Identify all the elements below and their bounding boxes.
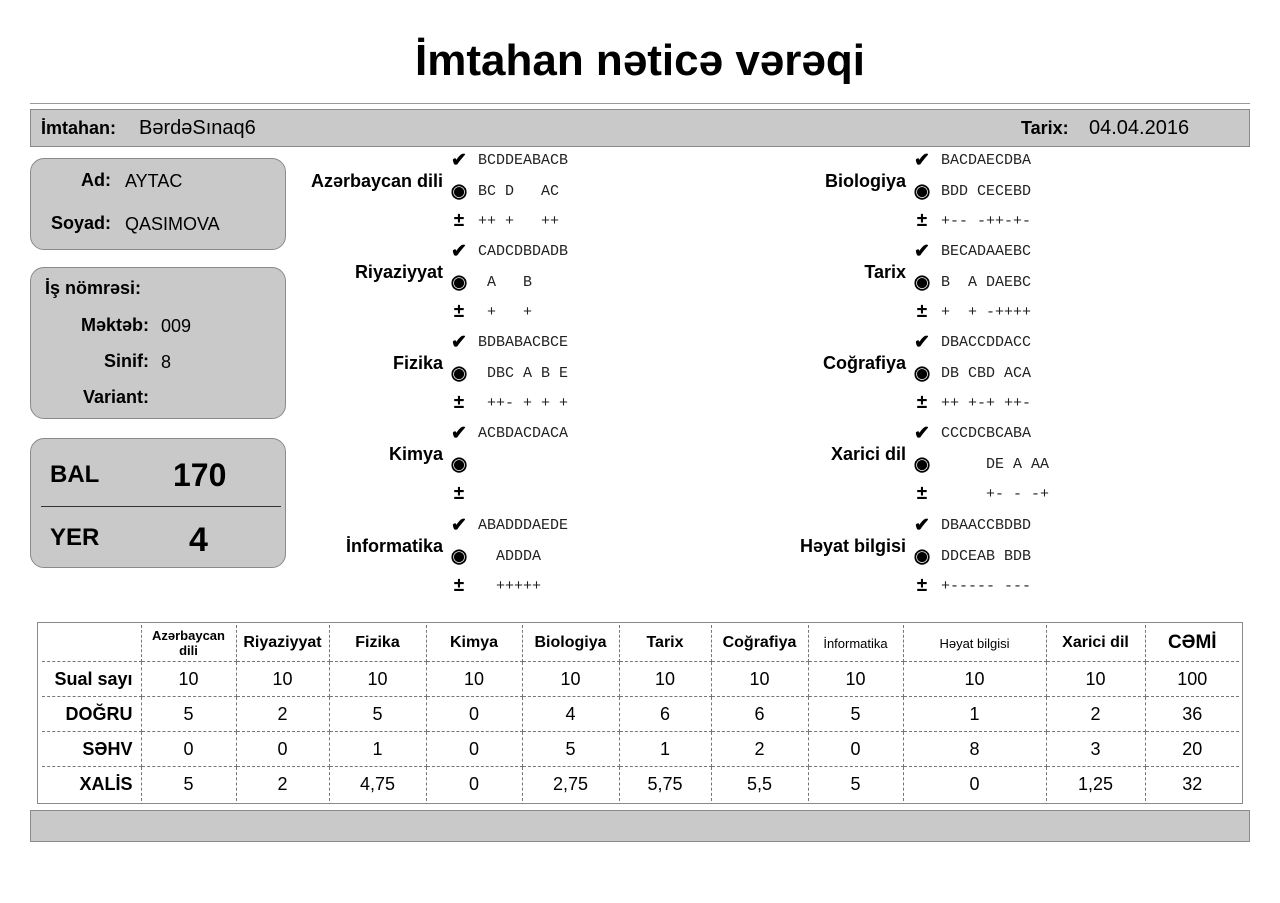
- subject-marks: ++ +-+ ++-: [941, 395, 1032, 412]
- plus-minus-icon: ±: [453, 301, 465, 322]
- exam-label: İmtahan:: [41, 118, 117, 138]
- subject-key: BCDDEABACB: [478, 152, 569, 169]
- row-label: Sual sayı: [42, 662, 141, 697]
- table-header-cell: CƏMİ: [1145, 625, 1239, 662]
- subject-answers: ADDDA: [478, 547, 542, 565]
- results-table: [42, 625, 1239, 801]
- check-icon: ✔: [451, 515, 467, 536]
- table-header-cell: İnformatika: [808, 625, 903, 662]
- subject-marks: +- - -+: [941, 486, 1050, 503]
- table-cell: 10: [426, 662, 522, 697]
- radio-dot-icon: ◉: [913, 545, 931, 567]
- subject-name: Riyaziyyat: [354, 262, 443, 282]
- subject-block: [143, 150, 569, 242]
- check-icon: ✔: [914, 150, 930, 171]
- subject-block: [606, 150, 1032, 242]
- table-header-cell: Xarici dil: [1046, 625, 1145, 662]
- table-cell: 0: [903, 767, 1046, 802]
- table-cell: 10: [236, 662, 329, 697]
- subject-block: [606, 515, 1032, 607]
- table-row: [42, 767, 1239, 802]
- table-cell: 5: [522, 732, 619, 767]
- subject-name: Biologiya: [824, 171, 906, 191]
- name-label: Ad:: [81, 170, 111, 190]
- plus-minus-icon: ±: [453, 575, 465, 596]
- subject-answers: B A DAEBC: [941, 273, 1032, 291]
- subject-block: [143, 332, 569, 424]
- table-cell: 2: [711, 732, 808, 767]
- page-title: İmtahan nəticə vərəqi: [415, 36, 865, 85]
- table-cell: 2: [1046, 697, 1145, 732]
- subject-name: Fizika: [392, 353, 443, 373]
- table-cell: 1: [329, 732, 426, 767]
- subject-answers: DBC A B E: [478, 364, 569, 382]
- radio-dot-icon: ◉: [450, 362, 468, 384]
- table-cell: 2: [236, 767, 329, 802]
- table-cell: 10: [522, 662, 619, 697]
- subject-marks: +++++: [478, 578, 542, 595]
- yer-label: YER: [50, 524, 100, 551]
- table-cell: 10: [1046, 662, 1145, 697]
- table-cell: 10: [619, 662, 711, 697]
- check-icon: ✔: [914, 241, 930, 262]
- table-cell: 5: [329, 697, 426, 732]
- subject-answers: BC D AC: [478, 182, 560, 200]
- table-cell: 3: [1046, 732, 1145, 767]
- bal-value: 170: [173, 457, 227, 493]
- subject-marks: + +: [478, 304, 533, 321]
- table-cell: 100: [1145, 662, 1239, 697]
- check-icon: ✔: [451, 241, 467, 262]
- subject-answers: BDD CECEBD: [941, 182, 1032, 200]
- table-cell: 0: [426, 767, 522, 802]
- table-cell: 0: [141, 732, 236, 767]
- subject-marks: +----- ---: [941, 578, 1032, 595]
- title-divider: [30, 103, 1250, 104]
- plus-minus-icon: ±: [916, 483, 928, 504]
- plus-minus-icon: ±: [453, 483, 465, 504]
- table-header-cell: Coğrafiya: [711, 625, 808, 662]
- subject-block: [143, 423, 569, 515]
- check-icon: ✔: [914, 423, 930, 444]
- table-header-cell: Biologiya: [522, 625, 619, 662]
- subject-name: Kimya: [388, 444, 443, 464]
- exam-name: BərdəSınaq6: [139, 117, 256, 139]
- table-header-cell: Azərbaycan dili: [141, 625, 236, 662]
- subject-block: [606, 241, 1032, 333]
- table-cell: 8: [903, 732, 1046, 767]
- table-row: [42, 662, 1239, 697]
- subject-marks: + + -++++: [941, 304, 1032, 321]
- table-header-cell: Fizika: [329, 625, 426, 662]
- bal-label: BAL: [50, 461, 100, 488]
- table-cell: 1: [903, 697, 1046, 732]
- table-cell: 0: [426, 697, 522, 732]
- table-cell: 1,25: [1046, 767, 1145, 802]
- subject-key: CCCDCBCABA: [941, 425, 1032, 442]
- radio-dot-icon: ◉: [450, 453, 468, 475]
- table-cell: 1: [619, 732, 711, 767]
- table-cell: 5,75: [619, 767, 711, 802]
- table-cell: 36: [1145, 697, 1239, 732]
- subject-marks: ++ + ++: [478, 213, 560, 230]
- student-name: AYTAC: [125, 171, 183, 191]
- row-label: DOĞRU: [42, 697, 141, 732]
- subject-key: DBACCDDACC: [941, 334, 1032, 351]
- plus-minus-icon: ±: [453, 392, 465, 413]
- subject-marks: ++- + + +: [478, 395, 569, 412]
- footer-bar: [30, 810, 1250, 842]
- plus-minus-icon: ±: [916, 392, 928, 413]
- subject-key: CADCDBDADB: [478, 243, 569, 260]
- work-number-label: İş nömrəsi:: [45, 278, 142, 298]
- table-cell: 10: [808, 662, 903, 697]
- student-surname: QASIMOVA: [125, 214, 220, 234]
- table-cell: 6: [711, 697, 808, 732]
- radio-dot-icon: ◉: [913, 453, 931, 475]
- table-cell: 5: [141, 767, 236, 802]
- subject-block: [606, 423, 1050, 515]
- table-cell: 2,75: [522, 767, 619, 802]
- subject-name: Coğrafiya: [822, 353, 906, 373]
- check-icon: ✔: [914, 515, 930, 536]
- class-value: 8: [161, 352, 172, 372]
- class-label: Sinif:: [104, 351, 149, 371]
- plus-minus-icon: ±: [453, 210, 465, 231]
- subject-key: ACBDACDACA: [478, 425, 569, 442]
- table-cell: 5: [141, 697, 236, 732]
- subject-block: [143, 515, 569, 607]
- table-cell: 2: [236, 697, 329, 732]
- table-cell: 10: [329, 662, 426, 697]
- school-label: Məktəb:: [80, 315, 149, 335]
- check-icon: ✔: [914, 332, 930, 353]
- table-header-row: [42, 625, 1239, 662]
- row-label: SƏHV: [42, 732, 141, 767]
- subject-answers: DE A AA: [941, 455, 1050, 473]
- table-cell: 4: [522, 697, 619, 732]
- table-header-cell: Tarix: [619, 625, 711, 662]
- table-cell: 5,5: [711, 767, 808, 802]
- subject-key: BECADAAEBC: [941, 243, 1032, 260]
- subject-block: [143, 241, 569, 333]
- subject-marks: +-- -++-+-: [941, 213, 1032, 230]
- table-cell: 5: [808, 767, 903, 802]
- table-cell: 6: [619, 697, 711, 732]
- table-row: [42, 732, 1239, 767]
- radio-dot-icon: ◉: [913, 180, 931, 202]
- table-header-cell: Həyat bilgisi: [903, 625, 1046, 662]
- table-cell: 32: [1145, 767, 1239, 802]
- yer-value: 4: [189, 521, 208, 559]
- subject-name: Tarix: [864, 262, 906, 282]
- table-cell: 5: [808, 697, 903, 732]
- check-icon: ✔: [451, 423, 467, 444]
- subject-answers: DDCEAB BDB: [941, 547, 1032, 565]
- radio-dot-icon: ◉: [450, 545, 468, 567]
- table-row: [42, 697, 1239, 732]
- table-cell: 20: [1145, 732, 1239, 767]
- subject-name: İnformatika: [345, 536, 443, 556]
- variant-label: Variant:: [82, 387, 149, 407]
- table-corner-cell: [42, 625, 141, 662]
- subject-name: Xarici dil: [830, 444, 906, 464]
- radio-dot-icon: ◉: [450, 271, 468, 293]
- subject-key: BACDAECDBA: [941, 152, 1032, 169]
- subject-answers: DB CBD ACA: [941, 364, 1032, 382]
- table-cell: 10: [903, 662, 1046, 697]
- date-label: Tarix:: [1021, 118, 1069, 138]
- subject-block: [606, 332, 1032, 424]
- subject-name: Həyat bilgisi: [799, 536, 906, 556]
- table-cell: 10: [141, 662, 236, 697]
- row-label: XALİS: [42, 767, 141, 802]
- plus-minus-icon: ±: [916, 575, 928, 596]
- table-cell: 10: [711, 662, 808, 697]
- radio-dot-icon: ◉: [450, 180, 468, 202]
- table-cell: 0: [236, 732, 329, 767]
- radio-dot-icon: ◉: [913, 362, 931, 384]
- plus-minus-icon: ±: [916, 301, 928, 322]
- plus-minus-icon: ±: [916, 210, 928, 231]
- subject-name: Azərbaycan dili: [310, 171, 443, 191]
- table-header-cell: Riyaziyyat: [236, 625, 329, 662]
- check-icon: ✔: [451, 332, 467, 353]
- table-cell: 4,75: [329, 767, 426, 802]
- surname-label: Soyad:: [50, 213, 111, 233]
- table-header-cell: Kimya: [426, 625, 522, 662]
- subject-key: ABADDDAEDE: [478, 517, 569, 534]
- school-value: 009: [161, 316, 192, 336]
- radio-dot-icon: ◉: [913, 271, 931, 293]
- exam-info-bar: [30, 109, 1250, 147]
- subject-answers: A B: [478, 273, 533, 291]
- results-table-frame: [37, 622, 1243, 804]
- exam-date: 04.04.2016: [1089, 117, 1190, 139]
- table-cell: 0: [808, 732, 903, 767]
- check-icon: ✔: [451, 150, 467, 171]
- table-cell: 0: [426, 732, 522, 767]
- subject-key: BDBABACBCE: [478, 334, 569, 351]
- subject-key: DBAACCBDBD: [941, 517, 1032, 534]
